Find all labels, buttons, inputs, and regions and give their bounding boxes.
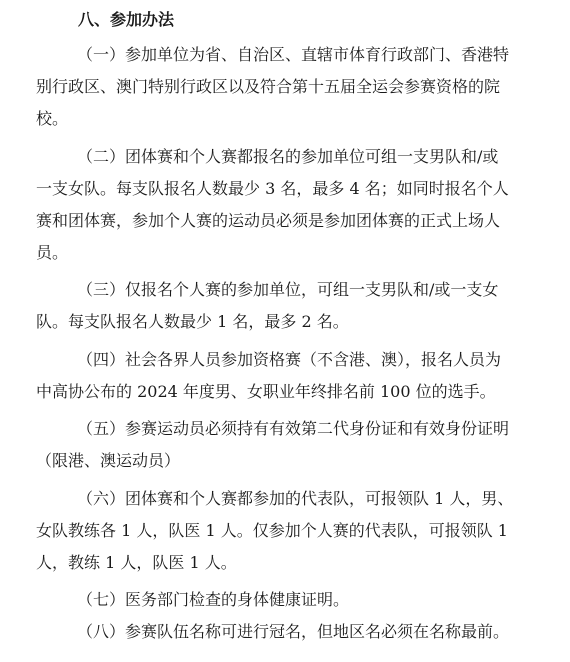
paragraph-2-line-3: 赛和团体赛，参加个人赛的运动员必须是参加团体赛的正式上场人 bbox=[36, 211, 501, 230]
paragraph-6-line-2: 女队教练各 1 人，队医 1 人。仅参加个人赛的代表队，可报领队 1 bbox=[36, 521, 508, 540]
paragraph-2-line-4: 员。 bbox=[36, 243, 69, 262]
paragraph-5-line-2: （限港、澳运动员） bbox=[36, 451, 181, 470]
paragraph-3-line-1: （三）仅报名个人赛的参加单位，可组一支男队和/或一支女 bbox=[77, 280, 499, 299]
paragraph-4-line-1: （四）社会各界人员参加资格赛（不含港、澳），报名人员为 bbox=[77, 350, 502, 369]
section-heading-participation: 八、参加办法 bbox=[78, 10, 175, 29]
paragraph-4-line-2: 中高协公布的 2024 年度男、女职业年终排名前 100 位的选手。 bbox=[36, 382, 496, 401]
paragraph-1-line-3: 校。 bbox=[36, 109, 69, 128]
paragraph-2-line-2: 一支女队。每支队报名人数最少 3 名，最多 4 名；如同时报名个人 bbox=[36, 179, 509, 198]
paragraph-6-line-3: 人，教练 1 人，队医 1 人。 bbox=[36, 553, 237, 572]
paragraph-8-line-1: （八）参赛队伍名称可进行冠名，但地区名必须在名称最前。 bbox=[77, 622, 510, 641]
paragraph-7-line-1: （七）医务部门检查的身体健康证明。 bbox=[77, 590, 350, 609]
paragraph-1-line-1: （一）参加单位为省、自治区、直辖市体育行政部门、香港特 bbox=[77, 45, 510, 64]
paragraph-6-line-1: （六）团体赛和个人赛都参加的代表队，可报领队 1 人，男、 bbox=[77, 489, 514, 508]
paragraph-1-line-2: 别行政区、澳门特别行政区以及符合第十五届全运会参赛资格的院 bbox=[36, 77, 501, 96]
paragraph-2-line-1: （二）团体赛和个人赛都报名的参加单位可组一支男队和/或 bbox=[77, 147, 499, 166]
paragraph-5-line-1: （五）参赛运动员必须持有有效第二代身份证和有效身份证明 bbox=[77, 419, 510, 438]
paragraph-3-line-2: 队。每支队报名人数最少 1 名，最多 2 名。 bbox=[36, 312, 349, 331]
